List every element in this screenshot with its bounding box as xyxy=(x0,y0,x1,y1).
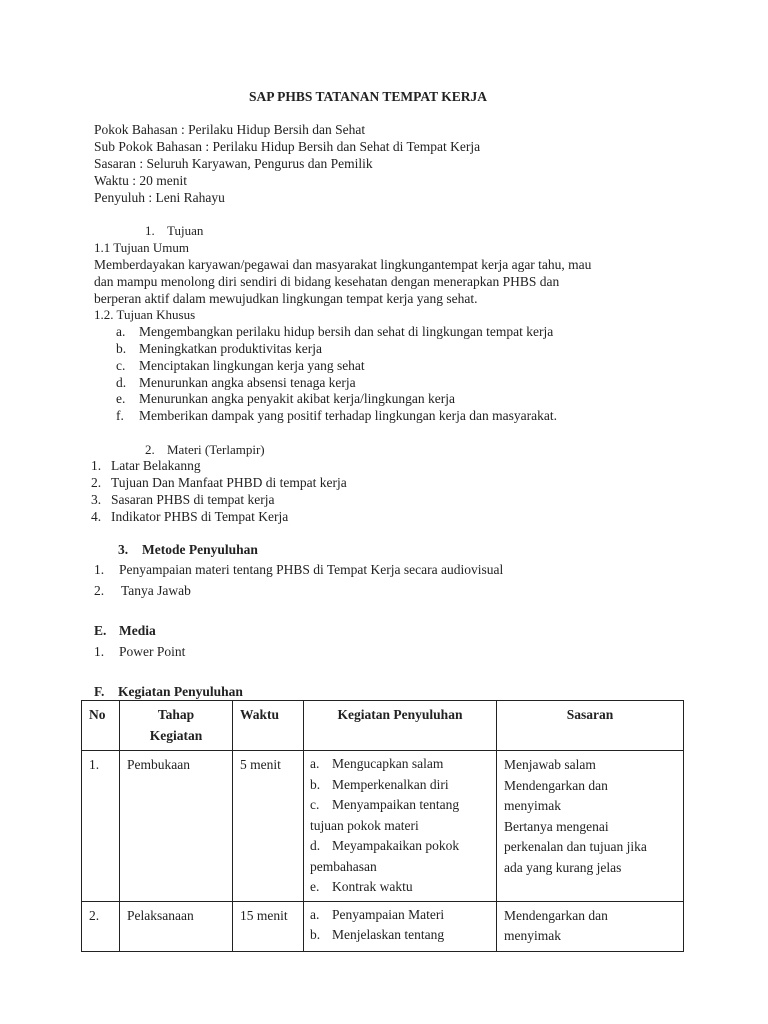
cell-sasaran xyxy=(497,901,684,951)
col-header-tahap xyxy=(120,701,233,751)
sasaran-line: menyimak xyxy=(504,928,561,943)
col-header-waktu-label: Waktu xyxy=(240,707,280,722)
kegiatan-list-item xyxy=(310,877,490,898)
tujuan-khusus-marker: a. xyxy=(116,324,126,339)
table-row xyxy=(82,751,684,902)
section-3-marker: 3. xyxy=(118,542,129,557)
cell-sasaran xyxy=(497,751,684,902)
page-title: SAP PHBS TATANAN TEMPAT KERJA xyxy=(249,89,488,104)
tujuan-khusus-marker: d. xyxy=(116,375,127,390)
tujuan-khusus-heading: 1.2. Tujuan Khusus xyxy=(94,307,196,322)
tujuan-umum-heading: 1.1 Tujuan Umum xyxy=(94,240,189,255)
col-header-tahap-line-2: Kegiatan xyxy=(149,727,203,743)
tujuan-umum-line-2: dan mampu menolong diri sendiri di bidang kesehatan dengan menerapkan PHBS dan xyxy=(94,274,560,289)
tujuan-khusus-item: Mengembangkan perilaku hidup bersih dan sehat di lingkungan tempat kerja xyxy=(139,324,554,339)
info-sub-pokok-bahasan: Sub Pokok Bahasan : Perilaku Hidup Bersih dan Sehat di Tempat Kerja xyxy=(94,139,481,154)
col-header-no xyxy=(82,701,120,751)
col-header-tahap-line-1: Tahap xyxy=(157,707,195,722)
media-marker: 1. xyxy=(94,644,105,659)
col-header-waktu xyxy=(233,701,304,751)
cell-tahap: Pembukaan xyxy=(120,751,233,902)
tujuan-khusus-marker: e. xyxy=(116,391,126,406)
tujuan-khusus-marker: b. xyxy=(116,341,127,356)
media-item: Power Point xyxy=(119,644,186,659)
materi-item: Latar Belakanng xyxy=(111,458,201,473)
table-row xyxy=(82,901,684,951)
tujuan-umum-line-1: Memberdayakan karyawan/pegawai dan masyarakat lingkungantempat kerja agar tahu, mau xyxy=(94,257,592,272)
sasaran-line: Bertanya mengenai xyxy=(504,818,609,834)
info-penyuluh: Penyuluh : Leni Rahayu xyxy=(94,190,225,205)
metode-marker: 2. xyxy=(94,583,105,598)
info-pokok-bahasan: Pokok Bahasan : Perilaku Hidup Bersih dan Sehat xyxy=(94,122,366,137)
kegiatan-list-item xyxy=(310,925,490,946)
tujuan-khusus-item: Menurunkan angka absensi tenaga kerja xyxy=(139,375,356,390)
kegiatan-text-continued: pembahasan xyxy=(310,858,377,874)
section-1-marker: 1. xyxy=(145,223,155,238)
kegiatan-text: Menyampaikan tentang xyxy=(332,797,460,812)
sasaran-line: Menjawab salam xyxy=(504,757,596,772)
kegiatan-text-continued: tujuan pokok materi xyxy=(310,817,419,833)
kegiatan-list-item xyxy=(310,754,490,775)
cell-no: 2. xyxy=(82,901,120,951)
section-2-heading: Materi (Terlampir) xyxy=(167,442,265,457)
materi-marker: 2. xyxy=(91,475,102,490)
tujuan-khusus-marker: c. xyxy=(116,358,126,373)
section-2-marker: 2. xyxy=(145,442,155,457)
sasaran-line: perkenalan dan tujuan jika xyxy=(504,839,647,854)
kegiatan-text: Meyampakaikan pokok xyxy=(332,838,460,853)
metode-marker: 1. xyxy=(94,562,105,577)
kegiatan-marker: d. xyxy=(310,838,321,853)
kegiatan-marker: b. xyxy=(310,927,321,942)
cell-no: 1. xyxy=(82,751,120,902)
tujuan-khusus-item: Menciptakan lingkungan kerja yang sehat xyxy=(139,358,365,373)
cell-waktu: 5 menit xyxy=(233,751,304,902)
section-f-marker: F. xyxy=(94,684,105,699)
sasaran-line: ada yang kurang jelas xyxy=(504,859,622,875)
cell-kegiatan xyxy=(304,751,497,902)
materi-marker: 1. xyxy=(91,458,102,473)
col-header-sasaran-label: Sasaran xyxy=(566,707,614,722)
info-waktu: Waktu : 20 menit xyxy=(94,173,188,188)
kegiatan-list-item xyxy=(310,775,490,796)
kegiatan-marker: a. xyxy=(310,756,320,771)
kegiatan-marker: e. xyxy=(310,879,320,894)
tujuan-khusus-item: Meningkatkan produktivitas kerja xyxy=(139,341,322,356)
sasaran-line: Mendengarkan dan xyxy=(504,777,608,793)
kegiatan-marker: b. xyxy=(310,776,321,792)
tujuan-umum-line-3: berperan aktif dalam mewujudkan lingkungan tempat kerja yang sehat. xyxy=(94,291,478,306)
table-header-row xyxy=(82,701,684,751)
kegiatan-text: Menjelaskan tentang xyxy=(332,927,445,942)
materi-marker: 4. xyxy=(91,509,102,524)
section-3-heading: Metode Penyuluhan xyxy=(142,542,258,557)
sasaran-line: menyimak xyxy=(504,798,561,813)
tujuan-khusus-marker: f. xyxy=(116,408,124,423)
cell-kegiatan xyxy=(304,901,497,951)
metode-item: Penyampaian materi tentang PHBS di Tempat Kerja secara audiovisual xyxy=(119,562,504,577)
col-header-kegiatan xyxy=(304,701,497,751)
kegiatan-list-item xyxy=(310,905,490,926)
tujuan-khusus-item: Menurunkan angka penyakit akibat kerja/lingkungan kerja xyxy=(139,391,456,406)
kegiatan-table xyxy=(81,700,684,952)
kegiatan-list-item xyxy=(310,795,490,836)
kegiatan-text: Mengucapkan salam xyxy=(332,756,444,771)
kegiatan-marker: a. xyxy=(310,906,320,922)
section-e-heading: Media xyxy=(119,623,156,638)
col-header-sasaran xyxy=(497,701,684,751)
tujuan-khusus-item: Memberikan dampak yang positif terhadap lingkungan kerja dan masyarakat. xyxy=(139,408,557,423)
cell-tahap: Pelaksanaan xyxy=(120,901,233,951)
materi-item: Indikator PHBS di Tempat Kerja xyxy=(111,509,289,524)
section-f-heading: Kegiatan Penyuluhan xyxy=(118,684,243,699)
sasaran-line: Mendengarkan dan xyxy=(504,907,608,923)
kegiatan-marker: c. xyxy=(310,797,320,812)
kegiatan-text: Kontrak waktu xyxy=(332,879,413,894)
section-e-marker: E. xyxy=(94,623,107,638)
col-header-no-label: No xyxy=(89,707,106,722)
materi-marker: 3. xyxy=(91,492,102,507)
info-sasaran: Sasaran : Seluruh Karyawan, Pengurus dan Pemilik xyxy=(94,156,373,171)
metode-item: Tanya Jawab xyxy=(121,583,191,598)
materi-item: Tujuan Dan Manfaat PHBD di tempat kerja xyxy=(111,475,347,490)
materi-item: Sasaran PHBS di tempat kerja xyxy=(111,492,275,507)
kegiatan-text: Memperkenalkan diri xyxy=(332,776,449,792)
kegiatan-text: Penyampaian Materi xyxy=(332,906,445,922)
cell-waktu: 15 menit xyxy=(233,901,304,951)
kegiatan-list-item xyxy=(310,836,490,877)
col-header-kegiatan-label: Kegiatan Penyuluhan xyxy=(337,707,463,722)
section-1-heading: Tujuan xyxy=(167,223,204,238)
